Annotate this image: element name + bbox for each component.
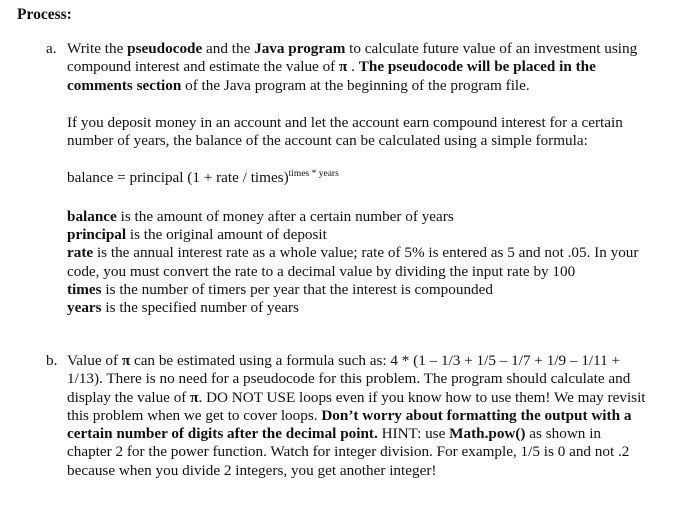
item-b-marker: b. xyxy=(46,352,58,369)
definition-rate: rate is the annual interest rate as a whole value; rate of 5% is entered as 5 and not .05. In your code, you must convert the rate to a decimal value by dividing the input rate by 100 xyxy=(67,244,639,280)
definition-years: years is the specified number of years xyxy=(67,299,299,317)
item-a-marker: a. xyxy=(46,40,57,57)
definition-principal: principal is the original amount of deposit xyxy=(67,226,327,244)
item-a xyxy=(67,40,647,318)
section-heading: Process: xyxy=(17,6,72,23)
definition-times: times is the number of timers per year that the interest is compounded xyxy=(67,280,493,298)
compound-interest-explanation: If you deposit money in an account and let the account earn compound interest for a certain number of years, the balance of the account can be calculated using a simple formula: xyxy=(67,113,623,150)
balance-formula: balance = principal (1 + rate / times)$^{times * years}$ xyxy=(67,169,339,187)
variable-definitions xyxy=(67,208,647,318)
item-b-text: Value of π can be estimated using a formula such as: 4 * (1 – 1/3 + 1/5 – 1/7 + 1/9 – 1/11 + 1/13). There is no need for a pseudocode for this problem. The program should calculate and display the value of π. DO NOT USE loops even if you know how to use them! We may revisit this problem when we get to cover loops. Don’t worry about formatting the output with a certain number of digits after the decimal point. HINT: use Math.pow() as shown in chapter 2 for the power function. Watch for integer division. For example, 1/5 is 0 and not .2 because when you divide 2 integers, you get another integer! xyxy=(67,352,646,479)
formula-exponent: times * years xyxy=(288,169,339,180)
definition-balance: balance is the amount of money after a certain number of years xyxy=(67,207,454,225)
item-a-intro: Write the pseudocode and the Java program to calculate future value of an investment using compound interest and estimate the value of π . The pseudocode will be placed in the comments section of the Java program at the beginning of the program file. xyxy=(67,40,638,94)
item-b xyxy=(67,352,647,480)
